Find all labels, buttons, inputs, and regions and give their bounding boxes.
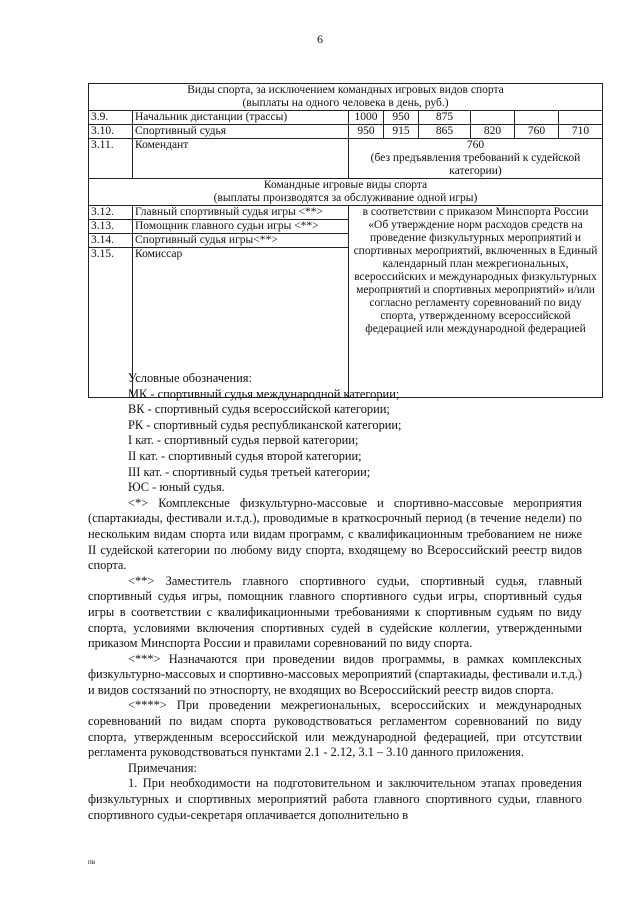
rate-cell xyxy=(471,111,515,125)
section-header-individual xyxy=(89,84,603,111)
footer-mark: пв xyxy=(88,858,96,866)
rate-cell: 875 xyxy=(419,111,471,125)
notes-body xyxy=(88,371,582,823)
legend-item: II кат. - спортивный судья второй категории; xyxy=(128,448,362,463)
footnote-3: <***> Назначаются при проведении видов программы, в рамках комплексных физкультурно-массовых и спортивно-массовых мероприятий (спартакиады, фестивали и.т.д.) и видов состязаний по этноспорту, не входящих во Всероссийский реестр видов спорта. xyxy=(88,651,582,697)
remark-1: 1. При необходимости на подготовительном и заключительном этапах проведения физкультурных и спортивных мероприятий работа главного спортивного судьи, главного спортивного судьи-секретаря оплачивается дополнительно в xyxy=(88,776,582,822)
rate-cell xyxy=(559,111,603,125)
merged-reference-text: в соответствии с приказом Минспорта России «Об утверждение норм расходов средств на проведение физкультурных мероприятий и спортивных мероприятий, включенных в Единый календарный план межрегиональных, всероссийских и международных физкультурных мероприятий и спортивных мероприятий» и/или согласно регламенту соревнований по виду спорта, утвержденному всероссийской федерацией или международной федерацией xyxy=(349,206,603,398)
rate-cell: 915 xyxy=(384,125,419,139)
row-number: 3.13. xyxy=(89,220,133,234)
row-name: Спортивный судья игры<**> xyxy=(133,234,349,248)
row-number: 3.15. xyxy=(89,248,133,398)
table-row xyxy=(89,125,603,139)
legend-item: III кат. - спортивный судья третьей категории; xyxy=(128,464,371,479)
rate-cell: 950 xyxy=(349,125,384,139)
rate-note: категории) xyxy=(449,165,502,177)
section-subtitle: (выплаты на одного человека в день, руб.) xyxy=(242,97,449,109)
row-number: 3.14. xyxy=(89,234,133,248)
legend-item: ВК - спортивный судья всероссийской категории; xyxy=(128,402,390,417)
row-name: Начальник дистанции (трассы) xyxy=(133,111,349,125)
row-name: Главный спортивный судья игры <**> xyxy=(133,206,349,220)
legend-item: РК - спортивный судья республиканской категории; xyxy=(128,417,402,432)
section-title: Командные игровые виды спорта xyxy=(263,179,428,191)
rate-note: (без предъявления требований к судейской xyxy=(370,152,581,164)
section-title: Виды спорта, за исключением командных игровых видов спорта xyxy=(187,84,504,96)
row-name: Комиссар xyxy=(133,248,349,398)
rate-cell: 950 xyxy=(384,111,419,125)
payment-rates-table xyxy=(88,83,603,398)
rate-cell: 1000 xyxy=(349,111,384,125)
rate-cell xyxy=(515,111,559,125)
row-number: 3.9. xyxy=(89,111,133,125)
section-subtitle: (выплаты производятся за обслуживание одной игры) xyxy=(213,192,478,204)
footnote-1: <*> Комплексные физкультурно-массовые и спортивно-массовые мероприятия (спартакиады, фестивали и.т.д.), проводимые в краткосрочный период (в течение недели) по нескольким видам спорта или видам программ, с квалификационным требованием не ниже II судейской категории по любому виду спорта, входящему во Всероссийский реестр видов спорта. xyxy=(88,495,582,573)
rate-cell: 710 xyxy=(559,125,603,139)
rate-cell: 820 xyxy=(471,125,515,139)
row-number: 3.11. xyxy=(89,139,133,179)
rate-value: 760 xyxy=(466,139,485,151)
commandant-rate xyxy=(349,139,603,179)
rate-cell: 760 xyxy=(515,125,559,139)
table-row xyxy=(89,206,603,220)
legend-item: I кат. - спортивный судья первой категории; xyxy=(128,433,359,448)
section-header-team xyxy=(89,179,603,206)
row-name: Помощник главного судьи игры <**> xyxy=(133,220,349,234)
page-number: 6 xyxy=(317,32,323,46)
legend-item: ЮС - юный судья. xyxy=(128,480,225,495)
rate-cell: 865 xyxy=(419,125,471,139)
legend-title: Условные обозначения: xyxy=(128,371,252,385)
row-number: 3.12. xyxy=(89,206,133,220)
table-row xyxy=(89,139,603,179)
row-number: 3.10. xyxy=(89,125,133,139)
footnote-4: <****> При проведении межрегиональных, всероссийских и международных соревнований по видам спорта руководствоваться регламентом соревнований по виду спорта, утвержденным всероссийской или международной федерацией, при отсутствии регламента руководствоваться пунктами 2.1 - 2.12, 3.1 – 3.10 данного приложения. xyxy=(88,698,582,760)
footnote-2: <**> Заместитель главного спортивного судьи, спортивный судья, главный спортивный судья игры, помощник главного спортивного судьи игры, спортивный судья игры в соответствии с квалификационными требованиями к спортивным судьям по виду спорта, условиями включения спортивных судей в судейские коллегии, утвержденными приказом Минспорта России и правилами соревнований по виду спорта. xyxy=(88,573,582,651)
table-row xyxy=(89,111,603,125)
legend-item: МК - спортивный судья международной категории; xyxy=(128,386,400,401)
row-name: Спортивный судья xyxy=(133,125,349,139)
row-name: Комендант xyxy=(133,139,349,179)
remarks-title: Примечания: xyxy=(128,760,197,775)
